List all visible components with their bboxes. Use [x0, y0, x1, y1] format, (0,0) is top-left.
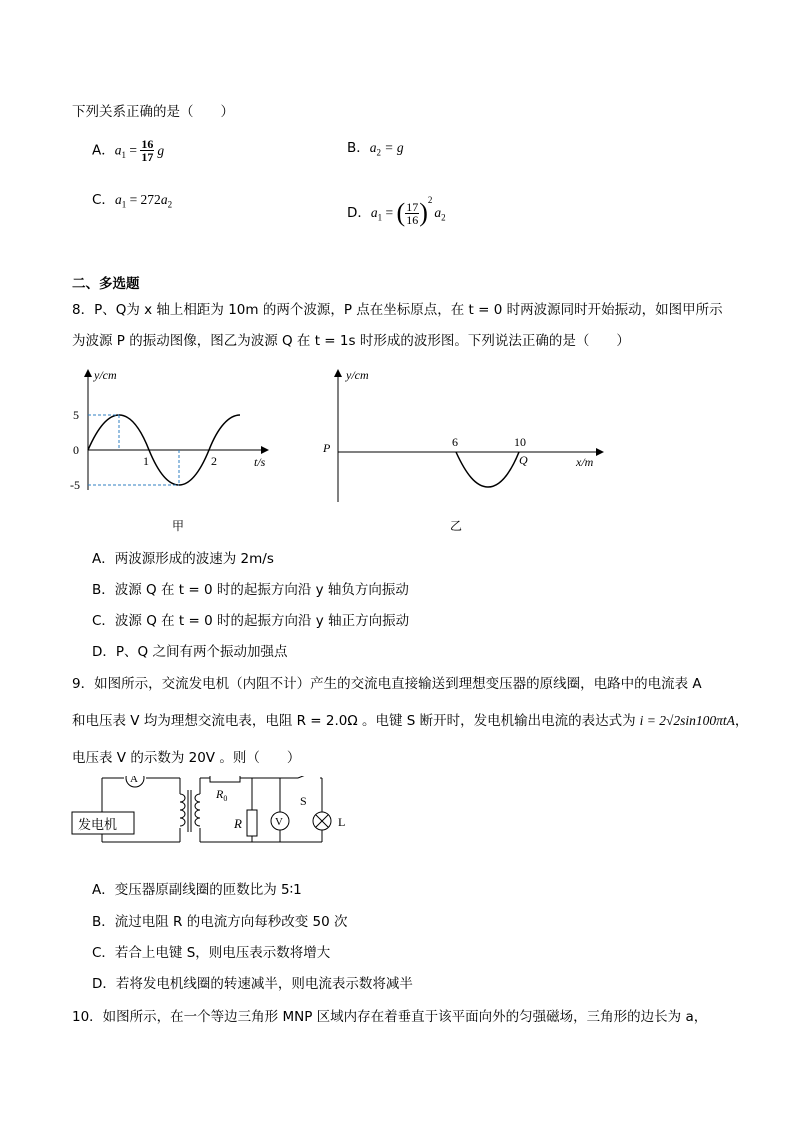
- r0-label: $R_0$: [216, 787, 228, 803]
- q7-c-var: a: [114, 192, 122, 207]
- q7-d-den: 16: [406, 212, 419, 227]
- q9-stem-line2-end: ，: [734, 713, 749, 729]
- q7-d-exp: 2: [427, 195, 433, 205]
- lamp-label: L: [338, 815, 346, 829]
- q7-d-var2: a: [434, 205, 442, 220]
- q7-a-fraction: [140, 138, 154, 163]
- resistor-r0: [210, 776, 240, 782]
- switch-blade: [298, 776, 318, 778]
- fig1-tick-2: 2: [211, 454, 217, 468]
- q8-option-a: A．两波源形成的波速为 2m/s: [92, 551, 274, 567]
- q7-stem: 下列关系正确的是（ ）: [72, 104, 234, 120]
- q7-option-a-label: A．: [92, 142, 115, 159]
- q7-b-tail: = g: [381, 140, 404, 155]
- secondary-coil: [195, 794, 200, 826]
- q7-c-mid: = 272: [126, 192, 161, 207]
- q7-option-b-label: B．: [347, 140, 370, 156]
- fig1-xlabel: t/s: [254, 455, 266, 469]
- fig2-p-label: P: [323, 441, 331, 455]
- voltmeter-label: V: [275, 816, 283, 828]
- q7-c-sub2: 2: [167, 199, 173, 210]
- q7-d-sub2: 2: [441, 212, 446, 223]
- q7-d-var: a: [370, 205, 378, 220]
- section-title: 二、多选题: [72, 276, 140, 292]
- q7-d-fraction: [405, 201, 419, 226]
- fig2-q-label: Q: [519, 453, 528, 467]
- ammeter-label: A: [130, 776, 138, 785]
- fig2-xlabel: x/m: [576, 455, 594, 469]
- q8-stem-line2: 为波源 P 的振动图像，图乙为波源 Q 在 t = 1s 时形成的波形图。下列说法正确的是（ ）: [72, 333, 630, 349]
- q7-d-num: 17: [406, 199, 419, 214]
- fig2-tick-10: 10: [514, 435, 526, 449]
- q9-option-d: D．若将发电机线圈的转速减半，则电流表示数将减半: [92, 976, 413, 992]
- q9-circuit: [70, 776, 370, 846]
- q10-stem-line1: 10．如图所示，在一个等边三角形 MNP 区域内存在着垂直于该平面向外的匀强磁场，三角形的边长为 a，: [72, 1009, 708, 1025]
- q9-stem-line2-text: 和电压表 V 均为理想交流电表，电阻 R = 2.0Ω 。电键 S 断开时，发电机输出电流的表达式为: [72, 713, 636, 729]
- q9-option-c: C．若合上电键 S，则电压表示数将增大: [92, 945, 331, 961]
- q7-option-d-label: D．: [347, 205, 371, 221]
- q7-a-var: a: [114, 142, 122, 158]
- q8-option-b: B．波源 Q 在 t = 0 时的起振方向沿 y 轴负方向振动: [92, 582, 409, 598]
- q8-option-c: C．波源 Q 在 t = 0 时的起振方向沿 y 轴正方向振动: [92, 613, 410, 629]
- q9-option-b: B．流过电阻 R 的电流方向每秒改变 50 次: [92, 914, 348, 930]
- q9-stem-line2: [72, 711, 748, 731]
- q7-option-c: [92, 190, 172, 215]
- fig1-tick-0: 0: [73, 443, 79, 457]
- fig1-tick-1: 1: [143, 454, 149, 468]
- q9-stem-line3: 电压表 V 的示数为 20V 。则（ ）: [72, 750, 301, 766]
- q8-stem-line1: 8．P、Q为 x 轴上相距为 10m 的两个波源，P 点在坐标原点，在 t = 0 时两波源同时开始振动，如图甲所示: [72, 302, 723, 318]
- resistor-r: [247, 810, 257, 836]
- fig2-caption: 乙: [450, 519, 463, 533]
- q7-a-num: 16: [141, 137, 154, 151]
- fig2-tick-6: 6: [452, 435, 458, 449]
- r-label: R: [234, 816, 242, 831]
- fig2-wave-curve: [456, 452, 519, 487]
- q8-option-d: D．P、Q 之间有两个振动加强点: [92, 644, 288, 660]
- q7-option-c-label: C．: [92, 192, 115, 208]
- fig1-caption: 甲: [172, 519, 185, 533]
- fig2-ylabel: y/cm: [346, 368, 369, 382]
- fig1-tick-5: 5: [73, 408, 79, 422]
- q7-c-sub: 1: [121, 199, 127, 210]
- q7-a-den: 17: [141, 150, 154, 164]
- primary-coil: [180, 794, 185, 826]
- q9-option-a: A．变压器原副线圈的匝数比为 5∶1: [92, 882, 302, 898]
- q7-option-b: [347, 138, 404, 163]
- q7-a-sub: 1: [121, 150, 126, 161]
- q7-c-var2: a: [160, 192, 168, 207]
- q7-b-sub: 2: [376, 147, 382, 158]
- q7-d-sub: 1: [377, 212, 383, 223]
- q9-current-expression: i = 2√2sin100πtA: [639, 713, 735, 728]
- q9-stem-line1: 9．如图所示，交流发电机（内阻不计）产生的交流电直接输送到理想变压器的原线圈，电路中的电流表 A: [72, 676, 702, 692]
- q7-d-eq: =: [382, 205, 397, 220]
- q7-option-d: D．$a_1$ = ( $\frac{17}{16}$ )$^2a_2$: [347, 195, 446, 227]
- q7-a-tail: g: [157, 142, 165, 158]
- generator-label: 发电机: [78, 818, 118, 833]
- q7-option-a: [92, 138, 164, 165]
- fig1-tick-neg5: -5: [70, 478, 80, 492]
- q7-b-var: a: [369, 140, 377, 155]
- switch-label: S: [300, 794, 307, 808]
- q8-figure-jia: [68, 362, 278, 538]
- q7-a-eq: =: [126, 142, 141, 158]
- fig1-ylabel: y/cm: [94, 368, 117, 382]
- q8-figure-yi: [318, 362, 608, 538]
